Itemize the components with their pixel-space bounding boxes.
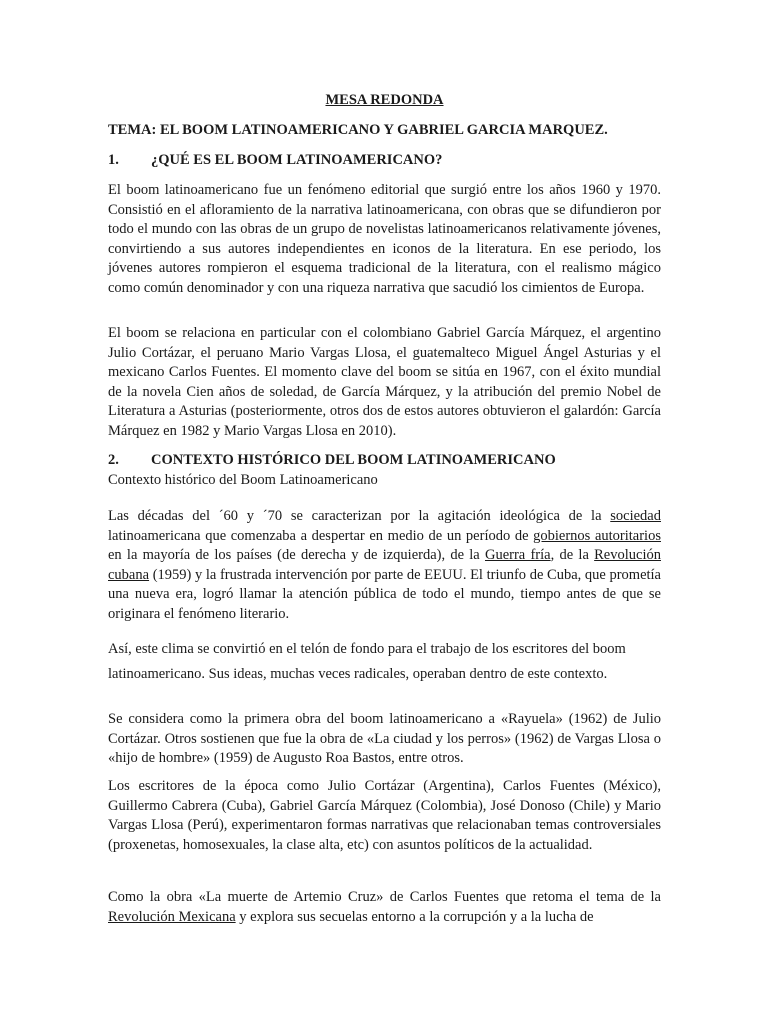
text-fragment: (1959) y la frustrada intervención por parte de EEUU. El triunfo de Cuba, que prometía una nueva era, logró llamar la atención pública de todo el mundo, tiempo antes de que se originara el fenómeno literario. — [108, 566, 661, 622]
section-2-paragraph-1 — [108, 507, 661, 624]
document-title: MESA REDONDA — [325, 92, 444, 108]
document-topic: TEMA: EL BOOM LATINOAMERICANO Y GABRIEL GARCIA MARQUEZ. — [108, 122, 608, 138]
section-2-number: 2. — [108, 452, 119, 468]
link-gobiernos-autoritarios[interactable]: gobiernos autoritarios — [533, 527, 661, 544]
text-fragment: Como la obra «La muerte de Artemio Cruz» de Carlos Fuentes que retoma el tema de la — [108, 889, 661, 905]
text-fragment: latinoamericana que comenzaba a despertar en medio de un período de — [108, 527, 534, 544]
section-1-number: 1. — [108, 152, 119, 168]
section-2-paragraph-5 — [108, 888, 661, 927]
section-1-paragraph-2: El boom se relaciona en particular con el colombiano Gabriel García Márquez, el argentino Julio Cortázar, el peruano Mario Vargas Llosa, el guatemalteco Miguel Ángel Asturias y el mexicano Carlos Fuentes. El momento clave del boom se sitúa en 1967, con el éxito mundial de la novela Cien años de soledad, de García Márquez, y la atribución del premio Nobel de Literatura a Asturias (posteriormente, otros dos de estos autores obtuvieron el galardón: García Márquez en 1982 y Mario Vargas Llosa en 2010). — [108, 325, 661, 439]
link-guerra-fria[interactable]: Guerra fría — [484, 547, 551, 563]
section-2-paragraph-2-line-2: latinoamericano. Sus ideas, muchas veces radicales, operaban dentro de este contexto. — [108, 666, 608, 682]
section-2-title: CONTEXTO HISTÓRICO DEL BOOM LATINOAMERICANO — [151, 452, 556, 468]
section-2-subheading: Contexto histórico del Boom Latinoamericano — [108, 472, 378, 488]
section-2-paragraph-3: Se considera como la primera obra del boom latinoamericano a «Rayuela» (1962) de Julio Cortázar. Otros sostienen que fue la obra de «La ciudad y los perros» (1962) de Vargas Llosa o «hijo de hombre» (1959) de Augusto Roa Bastos, entre otros. — [108, 711, 661, 766]
link-revolucion-cubana[interactable]: Revolución cubana — [108, 547, 661, 583]
section-2-paragraph-2-line-1: Así, este clima se convirtió en el telón de fondo para el trabajo de los escritores del boom — [108, 641, 626, 657]
text-fragment: en la mayoría de los países (de derecha y de izquierda), de la — [108, 547, 485, 563]
text-fragment: , de la — [550, 547, 595, 563]
section-2-heading — [108, 452, 556, 469]
link-revolucion-mexicana[interactable]: Revolución Mexicana — [108, 908, 236, 925]
text-fragment: Las décadas del ´60 y ´70 se caracterizan por la agitación ideológica de la — [108, 508, 611, 524]
link-sociedad[interactable]: sociedad — [610, 508, 661, 524]
section-2-paragraph-4: Los escritores de la época como Julio Cortázar (Argentina), Carlos Fuentes (México), Guillermo Cabrera (Cuba), Gabriel García Márquez (Colombia), José Donoso (Chile) y Mario Vargas Llosa (Perú), experimentaron formas narrativas que relacionaban temas controversiales (proxenetas, homosexuales, la clase alta, etc) con asuntos políticos de la actualidad. — [108, 778, 661, 853]
section-1-heading — [108, 152, 442, 169]
text-fragment: y explora sus secuelas entorno a la corrupción y a la lucha de — [235, 908, 594, 925]
section-1-title: ¿QUÉ ES EL BOOM LATINOAMERICANO? — [151, 152, 443, 168]
section-1-paragraph-1: El boom latinoamericano fue un fenómeno editorial que surgió entre los años 1960 y 1970. Consistió en el afloramiento de la narrativa latinoamericana, con obras que se difundieron por todo el mundo con las obras de un grupo de novelistas latinoamericanos relativamente jóvenes, convirtiendo a sus autores independientes en iconos de la literatura. En ese periodo, los jóvenes autores rompieron el esquema tradicional de la literatura, con el realismo mágico como común denominador y con una riqueza narrativa que sacudió los cimientos de Europa. — [108, 182, 661, 296]
